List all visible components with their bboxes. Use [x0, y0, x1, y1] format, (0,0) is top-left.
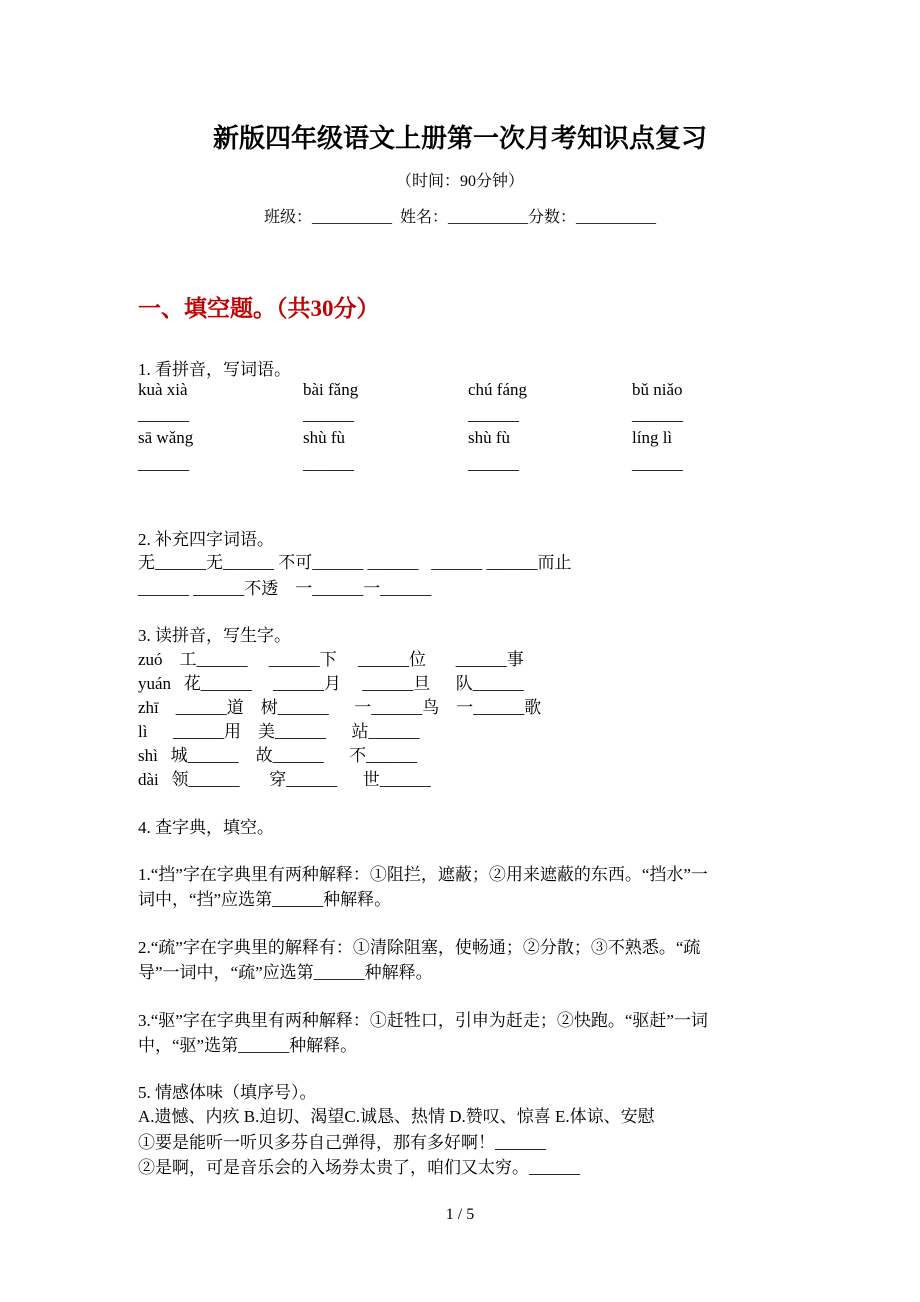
answer-blank[interactable]: ______	[468, 454, 519, 473]
pinyin: kuà xià	[138, 380, 188, 399]
question-3-line[interactable]: lì ______用 美______ 站______	[138, 722, 420, 741]
question-3-line[interactable]: yuán 花______ ______月 ______旦 队______	[138, 674, 524, 693]
question-3-line[interactable]: zhī ______道 树______ 一______鸟 一______歌	[138, 698, 542, 717]
pinyin: sā wǎng	[138, 428, 194, 447]
answer-blank[interactable]: ______	[303, 454, 354, 473]
answer-blank[interactable]: ______	[632, 405, 683, 424]
exam-time: （时间：90分钟）	[395, 173, 524, 190]
pinyin: shù fù	[468, 428, 511, 447]
page-number: 1 / 5	[445, 1206, 475, 1223]
question-2-line[interactable]: ______ ______不透 一______一______	[138, 579, 432, 598]
section-heading: 一、填空题。（共30分）	[138, 296, 380, 321]
question-3-line[interactable]: shì 城______ 故______ 不______	[138, 746, 418, 765]
question-3-line[interactable]: dài 领______ 穿______ 世______	[138, 770, 431, 789]
question-4-title: 4. 查字典，填空。	[138, 818, 274, 837]
question-1-title: 1. 看拼音，写词语。	[138, 360, 291, 379]
answer-blank[interactable]: ______	[138, 454, 189, 473]
question-3-line[interactable]: zuó 工______ ______下 ______位 ______事	[138, 650, 524, 669]
student-info-line: 班级：__________ 姓名：__________分数：__________	[263, 209, 656, 226]
pinyin: bài fǎng	[303, 380, 359, 399]
question-5-options: A.遗憾、内疚 B.迫切、渴望C.诚恳、热情 D.赞叹、惊喜 E.体谅、安慰	[138, 1107, 655, 1126]
question-4-para[interactable]: 中，“驱”选第______种解释。	[138, 1036, 358, 1055]
answer-blank[interactable]: ______	[138, 405, 189, 424]
question-4-para: 3.“驱”字在字典里有两种解释：①赶牲口，引申为赶走；②快跑。“驱赶”一词	[138, 1011, 708, 1030]
question-5-item[interactable]: ②是啊，可是音乐会的入场券太贵了，咱们又太穷。______	[138, 1158, 580, 1177]
question-4-para[interactable]: 词中，“挡”应选第______种解释。	[138, 890, 392, 909]
document-title: 新版四年级语文上册第一次月考知识点复习	[212, 124, 707, 153]
pinyin: chú fáng	[468, 380, 528, 399]
answer-blank[interactable]: ______	[468, 405, 519, 424]
question-4-para: 2.“疏”字在字典里的解释有：①清除阻塞，使畅通；②分散；③不熟悉。“疏	[138, 938, 701, 957]
question-5-title: 5. 情感体味（填序号）。	[138, 1083, 317, 1102]
pinyin: líng lì	[632, 428, 673, 447]
answer-blank[interactable]: ______	[632, 454, 683, 473]
question-5-item[interactable]: ①要是能听一听贝多芬自己弹得，那有多好啊！______	[138, 1133, 546, 1152]
pinyin: shù fù	[303, 428, 346, 447]
answer-blank[interactable]: ______	[303, 405, 354, 424]
question-2-title: 2. 补充四字词语。	[138, 530, 274, 549]
question-2-line[interactable]: 无______无______ 不可______ ______ ______ ______而止	[138, 553, 572, 572]
question-4-para[interactable]: 导”一词中，“疏”应选第______种解释。	[138, 963, 433, 982]
pinyin: bǔ niǎo	[632, 380, 683, 399]
question-4-para: 1.“挡”字在字典里有两种解释：①阻拦，遮蔽；②用来遮蔽的东西。“挡水”一	[138, 865, 708, 884]
question-3-title: 3. 读拼音，写生字。	[138, 626, 291, 645]
